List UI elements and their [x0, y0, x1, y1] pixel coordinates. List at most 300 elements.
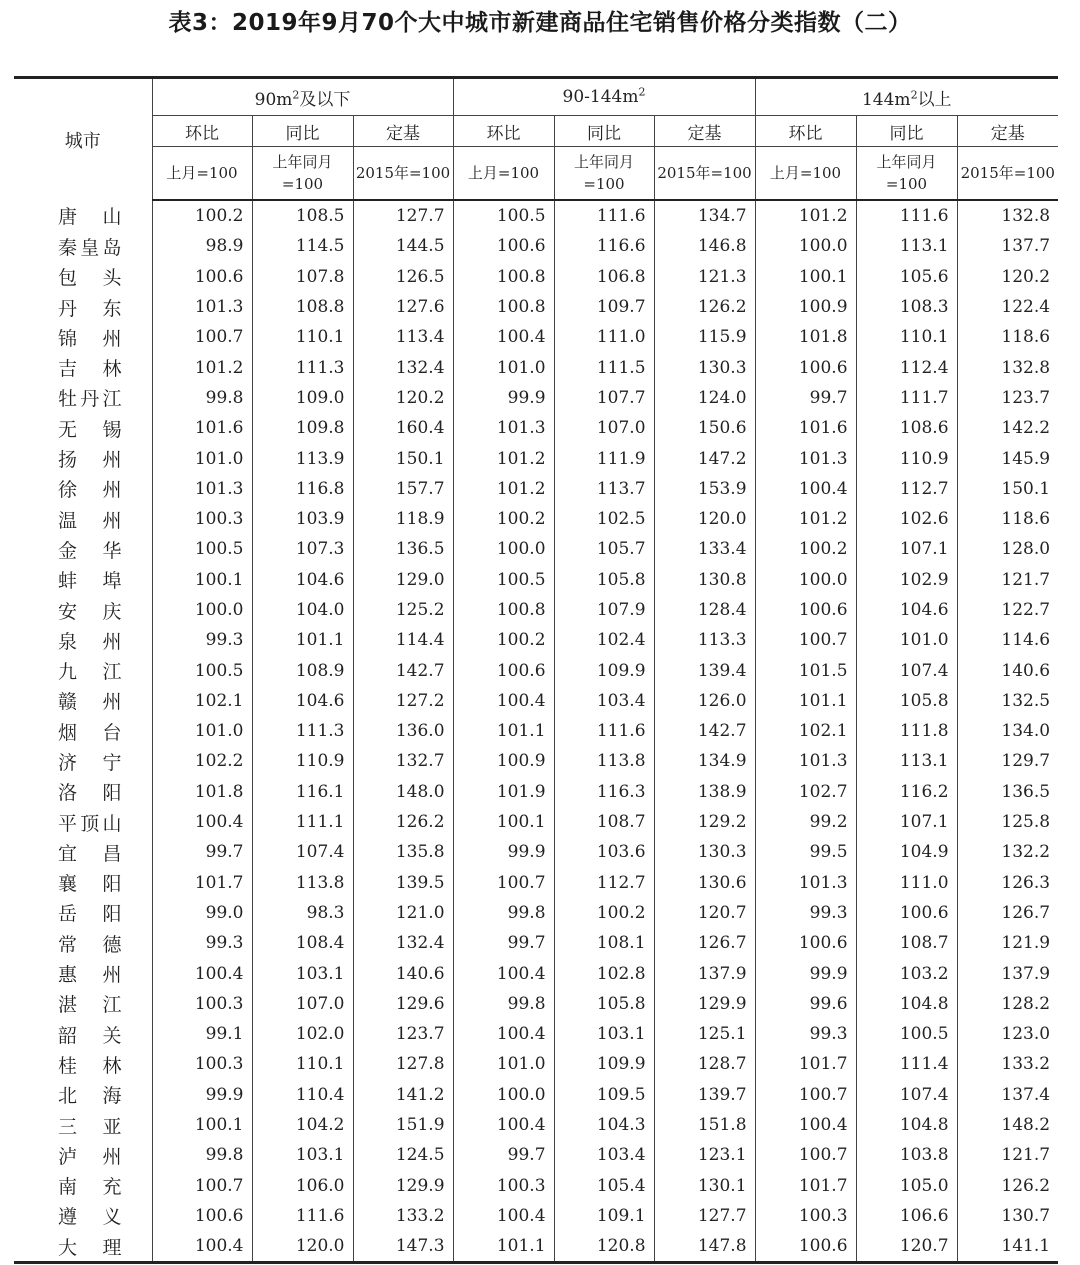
value-cell: 100.4	[152, 958, 252, 988]
value-cell: 110.4	[252, 1080, 353, 1110]
value-cell: 114.5	[252, 231, 353, 261]
value-cell: 98.9	[152, 231, 252, 261]
value-cell: 101.7	[152, 868, 252, 898]
value-cell: 107.7	[554, 383, 654, 413]
value-cell: 130.8	[654, 565, 755, 595]
value-cell: 107.8	[252, 262, 353, 292]
value-cell: 111.3	[252, 716, 353, 746]
value-cell: 99.8	[152, 1140, 252, 1170]
city-cell: 襄阳	[58, 873, 122, 896]
table-row	[14, 1110, 1058, 1140]
value-cell: 100.5	[856, 1019, 957, 1049]
value-cell: 107.0	[252, 989, 353, 1019]
value-cell: 101.2	[453, 474, 554, 504]
value-cell: 141.2	[353, 1080, 453, 1110]
city-cell: 锦州	[58, 327, 122, 350]
city-cell: 泉州	[58, 630, 122, 653]
value-cell: 109.1	[554, 1201, 654, 1231]
value-cell: 100.0	[152, 595, 252, 625]
table-row	[14, 1140, 1058, 1170]
value-cell: 101.0	[453, 352, 554, 382]
value-cell: 148.0	[353, 777, 453, 807]
value-cell: 100.6	[755, 928, 856, 958]
city-cell: 温州	[58, 509, 122, 532]
city-cell: 丹东	[58, 297, 122, 320]
value-cell: 104.8	[856, 1110, 957, 1140]
value-cell: 110.1	[252, 322, 353, 352]
value-cell: 113.4	[353, 322, 453, 352]
group-header: $90m^2$及以下	[152, 78, 453, 116]
value-cell: 139.4	[654, 655, 755, 685]
city-cell: 韶关	[58, 1024, 122, 1047]
value-cell: 108.4	[252, 928, 353, 958]
value-cell: 106.0	[252, 1171, 353, 1201]
city-column-header: 城市	[14, 78, 152, 201]
value-cell: 103.6	[554, 837, 654, 867]
value-cell: 151.9	[353, 1110, 453, 1140]
value-cell: 121.0	[353, 898, 453, 928]
value-cell: 109.7	[554, 292, 654, 322]
value-cell: 100.7	[152, 1171, 252, 1201]
value-cell: 130.6	[654, 868, 755, 898]
value-cell: 132.4	[353, 352, 453, 382]
value-cell: 113.8	[554, 746, 654, 776]
value-cell: 99.9	[453, 837, 554, 867]
value-cell: 99.8	[453, 989, 554, 1019]
value-cell: 108.5	[252, 200, 353, 231]
value-cell: 100.6	[453, 655, 554, 685]
value-cell: 116.6	[554, 231, 654, 261]
value-cell: 146.8	[654, 231, 755, 261]
value-cell: 127.6	[353, 292, 453, 322]
value-cell: 129.6	[353, 989, 453, 1019]
value-cell: 112.7	[554, 868, 654, 898]
value-cell: 142.7	[654, 716, 755, 746]
city-cell: 徐州	[58, 479, 122, 502]
value-cell: 109.8	[252, 413, 353, 443]
value-cell: 153.9	[654, 474, 755, 504]
value-cell: 136.0	[353, 716, 453, 746]
value-cell: 107.4	[856, 655, 957, 685]
value-cell: 120.7	[654, 898, 755, 928]
city-cell: 遵义	[58, 1206, 122, 1229]
value-cell: 136.5	[353, 534, 453, 564]
value-cell: 100.7	[755, 1140, 856, 1170]
city-cell: 平顶山	[58, 812, 122, 835]
city-cell: 扬州	[58, 449, 122, 472]
value-cell: 127.8	[353, 1049, 453, 1079]
value-cell: 109.9	[554, 655, 654, 685]
value-cell: 115.9	[654, 322, 755, 352]
value-cell: 100.4	[152, 1231, 252, 1263]
value-cell: 116.1	[252, 777, 353, 807]
value-cell: 140.6	[957, 655, 1058, 685]
value-cell: 98.3	[252, 898, 353, 928]
value-cell: 147.2	[654, 443, 755, 473]
value-cell: 101.0	[856, 625, 957, 655]
value-cell: 120.0	[654, 504, 755, 534]
value-cell: 148.2	[957, 1110, 1058, 1140]
table-row	[14, 958, 1058, 988]
value-cell: 110.9	[856, 443, 957, 473]
value-cell: 127.7	[654, 1201, 755, 1231]
value-cell: 108.1	[554, 928, 654, 958]
base-header: 上年同月=100	[856, 147, 957, 201]
value-cell: 100.1	[453, 807, 554, 837]
value-cell: 120.2	[353, 383, 453, 413]
value-cell: 107.4	[856, 1080, 957, 1110]
value-cell: 105.8	[554, 989, 654, 1019]
city-cell: 金华	[58, 539, 122, 562]
value-cell: 151.8	[654, 1110, 755, 1140]
value-cell: 122.4	[957, 292, 1058, 322]
city-cell: 北海	[58, 1085, 122, 1108]
value-cell: 102.1	[152, 686, 252, 716]
value-cell: 124.0	[654, 383, 755, 413]
value-cell: 101.3	[152, 292, 252, 322]
base-header: 2015年=100	[957, 147, 1058, 201]
value-cell: 126.0	[654, 686, 755, 716]
value-cell: 100.3	[152, 1049, 252, 1079]
value-cell: 132.8	[957, 200, 1058, 231]
value-cell: 100.4	[755, 1110, 856, 1140]
value-cell: 118.9	[353, 504, 453, 534]
value-cell: 108.7	[554, 807, 654, 837]
value-cell: 99.3	[755, 898, 856, 928]
value-cell: 102.5	[554, 504, 654, 534]
table-row	[14, 443, 1058, 473]
value-cell: 139.5	[353, 868, 453, 898]
value-cell: 107.0	[554, 413, 654, 443]
sub-header-yoy: 同比	[856, 116, 957, 147]
value-cell: 113.8	[252, 868, 353, 898]
value-cell: 111.3	[252, 352, 353, 382]
table-row	[14, 231, 1058, 261]
value-cell: 99.9	[152, 1080, 252, 1110]
value-cell: 144.5	[353, 231, 453, 261]
city-cell: 九江	[58, 661, 122, 684]
city-cell: 岳阳	[58, 903, 122, 926]
city-cell: 洛阳	[58, 782, 122, 805]
value-cell: 116.8	[252, 474, 353, 504]
value-cell: 113.1	[856, 231, 957, 261]
value-cell: 123.0	[957, 1019, 1058, 1049]
value-cell: 128.4	[654, 595, 755, 625]
value-cell: 99.9	[453, 383, 554, 413]
value-cell: 137.9	[654, 958, 755, 988]
value-cell: 100.4	[453, 1201, 554, 1231]
city-cell: 惠州	[58, 964, 122, 987]
value-cell: 100.1	[152, 1110, 252, 1140]
value-cell: 120.2	[957, 262, 1058, 292]
value-cell: 137.9	[957, 958, 1058, 988]
value-cell: 132.2	[957, 837, 1058, 867]
value-cell: 128.2	[957, 989, 1058, 1019]
table-row	[14, 686, 1058, 716]
value-cell: 101.1	[453, 716, 554, 746]
city-cell: 唐山	[58, 206, 122, 229]
value-cell: 104.8	[856, 989, 957, 1019]
table-row	[14, 352, 1058, 382]
value-cell: 120.0	[252, 1231, 353, 1263]
value-cell: 132.8	[957, 352, 1058, 382]
value-cell: 111.6	[554, 200, 654, 231]
value-cell: 100.7	[755, 1080, 856, 1110]
table-row	[14, 837, 1058, 867]
value-cell: 100.3	[152, 504, 252, 534]
table-row	[14, 625, 1058, 655]
value-cell: 99.7	[453, 928, 554, 958]
city-cell: 蚌埠	[58, 570, 122, 593]
table-row	[14, 1019, 1058, 1049]
value-cell: 150.1	[353, 443, 453, 473]
value-cell: 147.3	[353, 1231, 453, 1263]
value-cell: 107.3	[252, 534, 353, 564]
value-cell: 127.7	[353, 200, 453, 231]
value-cell: 140.6	[353, 958, 453, 988]
city-cell: 常德	[58, 933, 122, 956]
value-cell: 129.0	[353, 565, 453, 595]
value-cell: 100.0	[755, 565, 856, 595]
value-cell: 100.1	[755, 262, 856, 292]
group-header: $144m^2$以上	[755, 78, 1058, 116]
value-cell: 100.7	[152, 322, 252, 352]
value-cell: 100.6	[453, 231, 554, 261]
value-cell: 133.4	[654, 534, 755, 564]
value-cell: 145.9	[957, 443, 1058, 473]
value-cell: 108.7	[856, 928, 957, 958]
base-header: 上月=100	[755, 147, 856, 201]
value-cell: 125.8	[957, 807, 1058, 837]
value-cell: 100.5	[453, 200, 554, 231]
value-cell: 118.6	[957, 504, 1058, 534]
value-cell: 104.6	[252, 686, 353, 716]
value-cell: 120.8	[554, 1231, 654, 1263]
value-cell: 134.7	[654, 200, 755, 231]
value-cell: 110.1	[252, 1049, 353, 1079]
value-cell: 126.7	[654, 928, 755, 958]
value-cell: 104.0	[252, 595, 353, 625]
value-cell: 123.7	[353, 1019, 453, 1049]
table-row	[14, 716, 1058, 746]
base-header: 2015年=100	[353, 147, 453, 201]
value-cell: 99.3	[152, 625, 252, 655]
value-cell: 130.7	[957, 1201, 1058, 1231]
value-cell: 99.3	[755, 1019, 856, 1049]
value-cell: 100.6	[856, 898, 957, 928]
value-cell: 101.0	[152, 443, 252, 473]
value-cell: 102.7	[755, 777, 856, 807]
value-cell: 100.8	[453, 292, 554, 322]
value-cell: 111.6	[252, 1201, 353, 1231]
value-cell: 125.1	[654, 1019, 755, 1049]
value-cell: 100.4	[453, 958, 554, 988]
value-cell: 112.4	[856, 352, 957, 382]
value-cell: 104.6	[856, 595, 957, 625]
table-row	[14, 474, 1058, 504]
value-cell: 126.5	[353, 262, 453, 292]
value-cell: 100.0	[453, 534, 554, 564]
value-cell: 108.3	[856, 292, 957, 322]
value-cell: 133.2	[957, 1049, 1058, 1079]
table-row	[14, 504, 1058, 534]
value-cell: 129.9	[654, 989, 755, 1019]
value-cell: 100.7	[755, 625, 856, 655]
value-cell: 101.7	[755, 1171, 856, 1201]
value-cell: 103.9	[252, 504, 353, 534]
value-cell: 111.6	[856, 200, 957, 231]
table-row	[14, 1231, 1058, 1263]
value-cell: 142.2	[957, 413, 1058, 443]
sub-header-fixed-base: 定基	[957, 116, 1058, 147]
base-header: 上年同月=100	[554, 147, 654, 201]
value-cell: 100.6	[755, 595, 856, 625]
table-row	[14, 928, 1058, 958]
value-cell: 102.0	[252, 1019, 353, 1049]
value-cell: 113.1	[856, 746, 957, 776]
value-cell: 100.9	[453, 746, 554, 776]
city-cell: 泸州	[58, 1145, 122, 1168]
value-cell: 103.1	[252, 958, 353, 988]
value-cell: 99.7	[755, 383, 856, 413]
value-cell: 99.5	[755, 837, 856, 867]
value-cell: 100.6	[755, 352, 856, 382]
value-cell: 114.6	[957, 625, 1058, 655]
value-cell: 107.1	[856, 534, 957, 564]
value-cell: 111.0	[856, 868, 957, 898]
value-cell: 113.9	[252, 443, 353, 473]
value-cell: 129.7	[957, 746, 1058, 776]
value-cell: 99.3	[152, 928, 252, 958]
sub-header-mom: 环比	[152, 116, 252, 147]
value-cell: 126.2	[957, 1171, 1058, 1201]
value-cell: 130.3	[654, 837, 755, 867]
value-cell: 128.7	[654, 1049, 755, 1079]
table-row	[14, 383, 1058, 413]
value-cell: 130.1	[654, 1171, 755, 1201]
value-cell: 106.8	[554, 262, 654, 292]
table-row	[14, 262, 1058, 292]
value-cell: 122.7	[957, 595, 1058, 625]
value-cell: 101.1	[252, 625, 353, 655]
table-row	[14, 746, 1058, 776]
city-cell: 济宁	[58, 751, 122, 774]
value-cell: 137.4	[957, 1080, 1058, 1110]
value-cell: 101.3	[152, 474, 252, 504]
value-cell: 101.5	[755, 655, 856, 685]
value-cell: 142.7	[353, 655, 453, 685]
value-cell: 99.9	[755, 958, 856, 988]
value-cell: 124.5	[353, 1140, 453, 1170]
value-cell: 101.8	[755, 322, 856, 352]
value-cell: 100.4	[453, 322, 554, 352]
value-cell: 101.7	[755, 1049, 856, 1079]
sub-header-fixed-base: 定基	[353, 116, 453, 147]
city-cell: 牡丹江	[58, 388, 122, 411]
value-cell: 105.7	[554, 534, 654, 564]
value-cell: 126.3	[957, 868, 1058, 898]
value-cell: 100.6	[755, 1231, 856, 1263]
value-cell: 121.9	[957, 928, 1058, 958]
value-cell: 100.0	[755, 231, 856, 261]
value-cell: 108.8	[252, 292, 353, 322]
value-cell: 150.1	[957, 474, 1058, 504]
table-row	[14, 898, 1058, 928]
value-cell: 107.4	[252, 837, 353, 867]
city-cell: 无锡	[58, 418, 122, 441]
value-cell: 100.4	[755, 474, 856, 504]
value-cell: 107.1	[856, 807, 957, 837]
value-cell: 111.1	[252, 807, 353, 837]
value-cell: 104.9	[856, 837, 957, 867]
value-cell: 101.2	[755, 504, 856, 534]
table-row	[14, 1171, 1058, 1201]
value-cell: 109.5	[554, 1080, 654, 1110]
value-cell: 129.9	[353, 1171, 453, 1201]
value-cell: 101.3	[755, 443, 856, 473]
value-cell: 101.1	[755, 686, 856, 716]
value-cell: 99.6	[755, 989, 856, 1019]
value-cell: 99.8	[453, 898, 554, 928]
value-cell: 100.2	[755, 534, 856, 564]
value-cell: 150.6	[654, 413, 755, 443]
sub-header-mom: 环比	[755, 116, 856, 147]
table-row	[14, 595, 1058, 625]
value-cell: 111.9	[554, 443, 654, 473]
value-cell: 99.7	[453, 1140, 554, 1170]
value-cell: 103.8	[856, 1140, 957, 1170]
value-cell: 100.5	[453, 565, 554, 595]
city-cell: 安庆	[58, 600, 122, 623]
sub-header-mom: 环比	[453, 116, 554, 147]
value-cell: 126.2	[353, 807, 453, 837]
base-header: 上年同月=100	[252, 147, 353, 201]
value-cell: 101.3	[453, 413, 554, 443]
value-cell: 126.2	[654, 292, 755, 322]
value-cell: 109.9	[554, 1049, 654, 1079]
value-cell: 105.8	[856, 686, 957, 716]
value-cell: 111.8	[856, 716, 957, 746]
city-cell: 桂林	[58, 1054, 122, 1077]
value-cell: 99.7	[152, 837, 252, 867]
value-cell: 106.6	[856, 1201, 957, 1231]
value-cell: 102.1	[755, 716, 856, 746]
value-cell: 105.6	[856, 262, 957, 292]
value-cell: 157.7	[353, 474, 453, 504]
sub-header-yoy: 同比	[252, 116, 353, 147]
sub-header-fixed-base: 定基	[654, 116, 755, 147]
city-cell: 赣州	[58, 691, 122, 714]
value-cell: 101.9	[453, 777, 554, 807]
value-cell: 100.4	[152, 807, 252, 837]
value-cell: 99.8	[152, 383, 252, 413]
value-cell: 104.2	[252, 1110, 353, 1140]
value-cell: 100.2	[453, 625, 554, 655]
value-cell: 101.3	[755, 868, 856, 898]
value-cell: 132.5	[957, 686, 1058, 716]
value-cell: 105.4	[554, 1171, 654, 1201]
value-cell: 147.8	[654, 1231, 755, 1263]
value-cell: 111.6	[554, 716, 654, 746]
base-header: 上月=100	[453, 147, 554, 201]
value-cell: 101.6	[755, 413, 856, 443]
value-cell: 100.2	[453, 504, 554, 534]
city-cell: 宜昌	[58, 842, 122, 865]
value-cell: 105.8	[554, 565, 654, 595]
group-header: $90-144m^2$	[453, 78, 755, 116]
value-cell: 128.0	[957, 534, 1058, 564]
value-cell: 100.4	[453, 1019, 554, 1049]
